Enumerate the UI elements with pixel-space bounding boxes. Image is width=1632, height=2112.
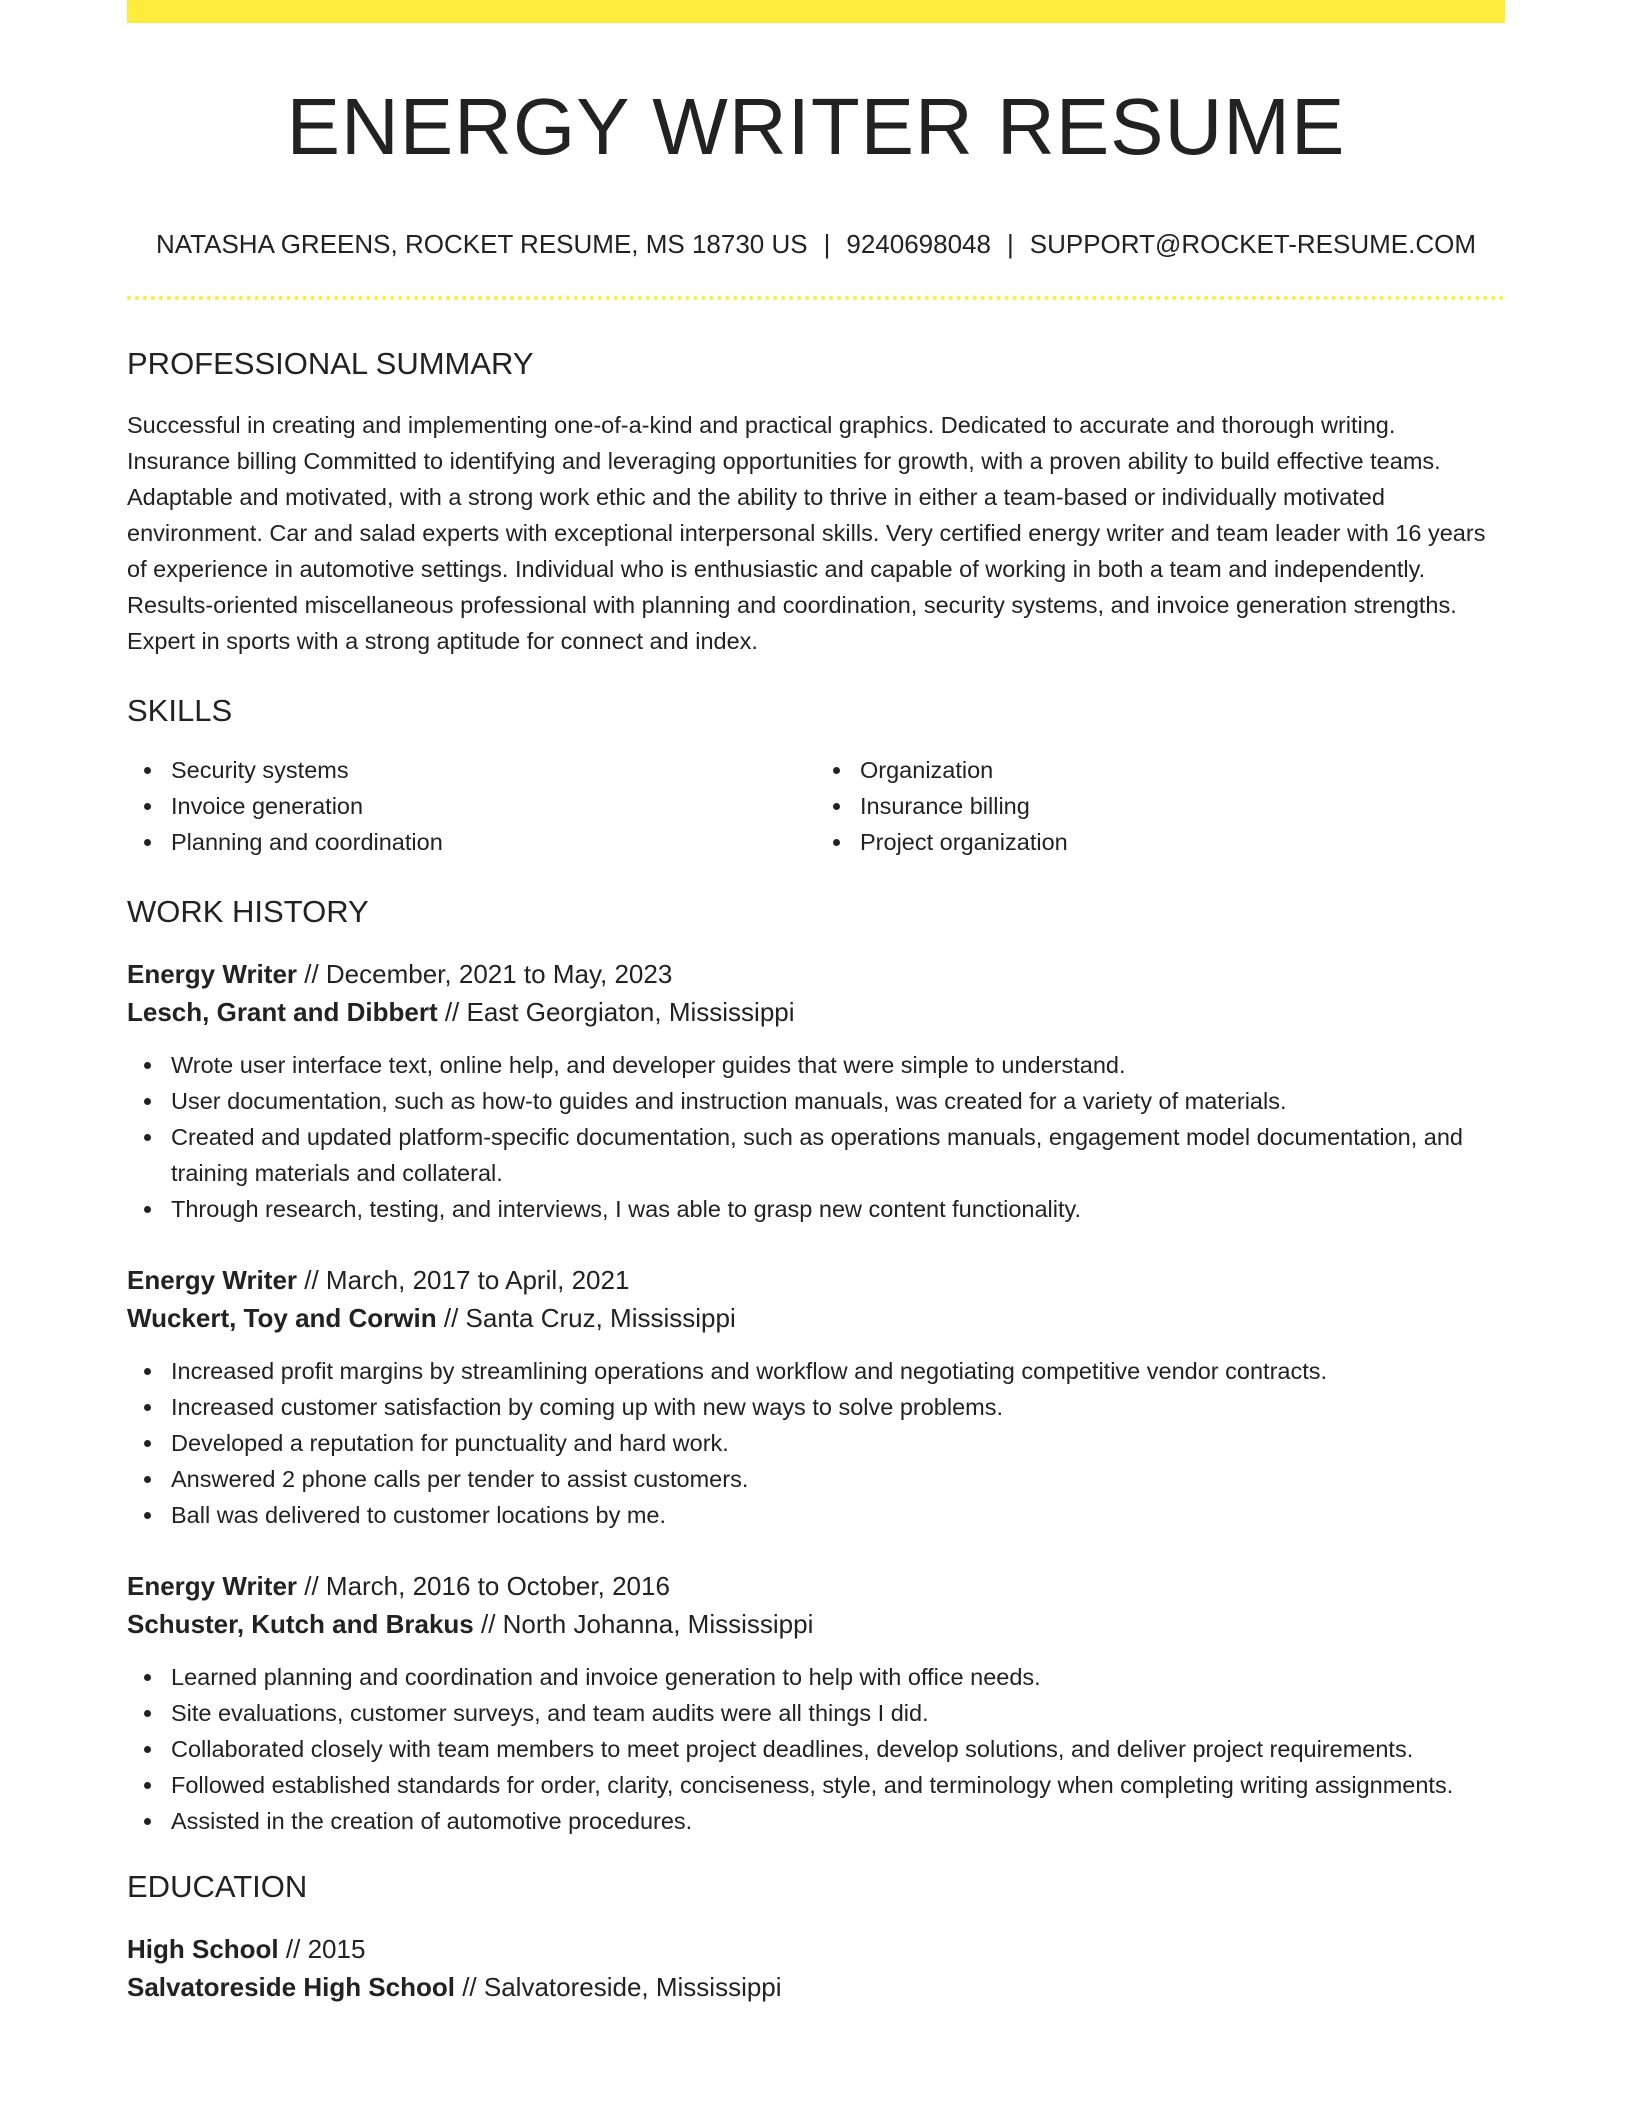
education-heading: EDUCATION (127, 1869, 308, 1904)
job-location: // Santa Cruz, Mississippi (436, 1303, 736, 1333)
job-bullets (127, 1659, 1505, 1839)
job-bullet: Ball was delivered to customer locations by me. (127, 1497, 1505, 1533)
skill-item: Planning and coordination (127, 824, 816, 860)
job-title-line (127, 1567, 1505, 1605)
job-bullet: Assisted in the creation of automotive procedures. (127, 1803, 1505, 1839)
job-title: Energy Writer (127, 1265, 298, 1295)
contact-separator: | (823, 229, 831, 259)
job-bullet: Site evaluations, customer surveys, and team audits were all things I did. (127, 1695, 1505, 1731)
job-bullet: Increased customer satisfaction by coming up with new ways to solve problems. (127, 1389, 1505, 1425)
job-bullet: Created and updated platform-specific documentation, such as operations manuals, engagement model documentation, and training materials and collateral. (127, 1119, 1505, 1191)
contact-phone: 9240698048 (846, 229, 991, 259)
contact-address: NATASHA GREENS, ROCKET RESUME, MS 18730 US (155, 229, 808, 259)
job-bullets (127, 1353, 1505, 1533)
job-bullet: Collaborated closely with team members to meet project deadlines, develop solutions, and deliver project requirements. (127, 1731, 1505, 1767)
job-location: // North Johanna, Mississippi (473, 1609, 814, 1639)
job-bullet: Answered 2 phone calls per tender to assist customers. (127, 1461, 1505, 1497)
skill-item: Invoice generation (127, 788, 816, 824)
job-entry (127, 955, 1505, 1227)
contact-separator: | (1006, 229, 1014, 259)
education-school-line (127, 1968, 1505, 2006)
job-title-line (127, 955, 1505, 993)
job-location: // East Georgiaton, Mississippi (437, 997, 795, 1027)
job-company: Wuckert, Toy and Corwin (127, 1303, 437, 1333)
job-title: Energy Writer (127, 1571, 298, 1601)
job-company-line (127, 993, 1505, 1031)
education-location: // Salvatoreside, Mississippi (454, 1972, 782, 2002)
page-title: ENERGY WRITER RESUME (286, 82, 1346, 171)
skills-column-right (816, 752, 1505, 860)
education-degree: High School (127, 1934, 279, 1964)
job-company-line (127, 1605, 1505, 1643)
job-title: Energy Writer (127, 959, 298, 989)
job-bullet: Through research, testing, and interviews, I was able to grasp new content functionality. (127, 1191, 1505, 1227)
summary-text: Successful in creating and implementing one-of-a-kind and practical graphics. Dedicated to accurate and thorough writing. Insurance billing Committed to identifying and leveraging opportunities for growth, with a proven ability to build effective teams. Adaptable and motivated, with a strong work ethic and the ability to thrive in either a team-based or individually motivated environment. Car and salad experts with exceptional interpersonal skills. Very certified energy writer and team leader with 16 years of experience in automotive settings. Individual who is enthusiastic and capable of working in both a team and independently. Results-oriented miscellaneous professional with planning and coordination, security systems, and invoice generation strengths. Expert in sports with a strong aptitude for connect and index. (127, 412, 1486, 654)
job-bullet: Learned planning and coordination and invoice generation to help with office needs. (127, 1659, 1505, 1695)
job-bullet: User documentation, such as how-to guides and instruction manuals, was created for a variety of materials. (127, 1083, 1505, 1119)
job-bullets (127, 1047, 1505, 1227)
education-year: // 2015 (278, 1934, 366, 1964)
job-company: Lesch, Grant and Dibbert (127, 997, 438, 1027)
job-entry (127, 1261, 1505, 1533)
skills-list (127, 752, 1505, 860)
skills-heading: SKILLS (127, 693, 233, 728)
dotted-divider (127, 296, 1505, 300)
job-dates: // December, 2021 to May, 2023 (297, 959, 673, 989)
summary-heading: PROFESSIONAL SUMMARY (127, 346, 534, 381)
skill-item: Project organization (816, 824, 1505, 860)
work-history-heading: WORK HISTORY (127, 894, 369, 929)
job-dates: // March, 2017 to April, 2021 (297, 1265, 630, 1295)
job-bullet: Followed established standards for order, clarity, conciseness, style, and terminology when completing writing assignments. (127, 1767, 1505, 1803)
job-dates: // March, 2016 to October, 2016 (297, 1571, 670, 1601)
education-entry (127, 1930, 1505, 2006)
job-entry (127, 1567, 1505, 1839)
job-company-line (127, 1299, 1505, 1337)
skill-item: Insurance billing (816, 788, 1505, 824)
skills-column-left (127, 752, 816, 860)
accent-top-bar (127, 0, 1505, 23)
education-school: Salvatoreside High School (127, 1972, 455, 2002)
education-degree-line (127, 1930, 1505, 1968)
job-title-line (127, 1261, 1505, 1299)
job-bullet: Wrote user interface text, online help, and developer guides that were simple to understand. (127, 1047, 1505, 1083)
job-company: Schuster, Kutch and Brakus (127, 1609, 474, 1639)
contact-email: SUPPORT@ROCKET-RESUME.COM (1029, 229, 1477, 259)
skill-item: Security systems (127, 752, 816, 788)
job-bullet: Increased profit margins by streamlining operations and workflow and negotiating competitive vendor contracts. (127, 1353, 1505, 1389)
contact-line (127, 231, 1505, 257)
skill-item: Organization (816, 752, 1505, 788)
job-bullet: Developed a reputation for punctuality and hard work. (127, 1425, 1505, 1461)
